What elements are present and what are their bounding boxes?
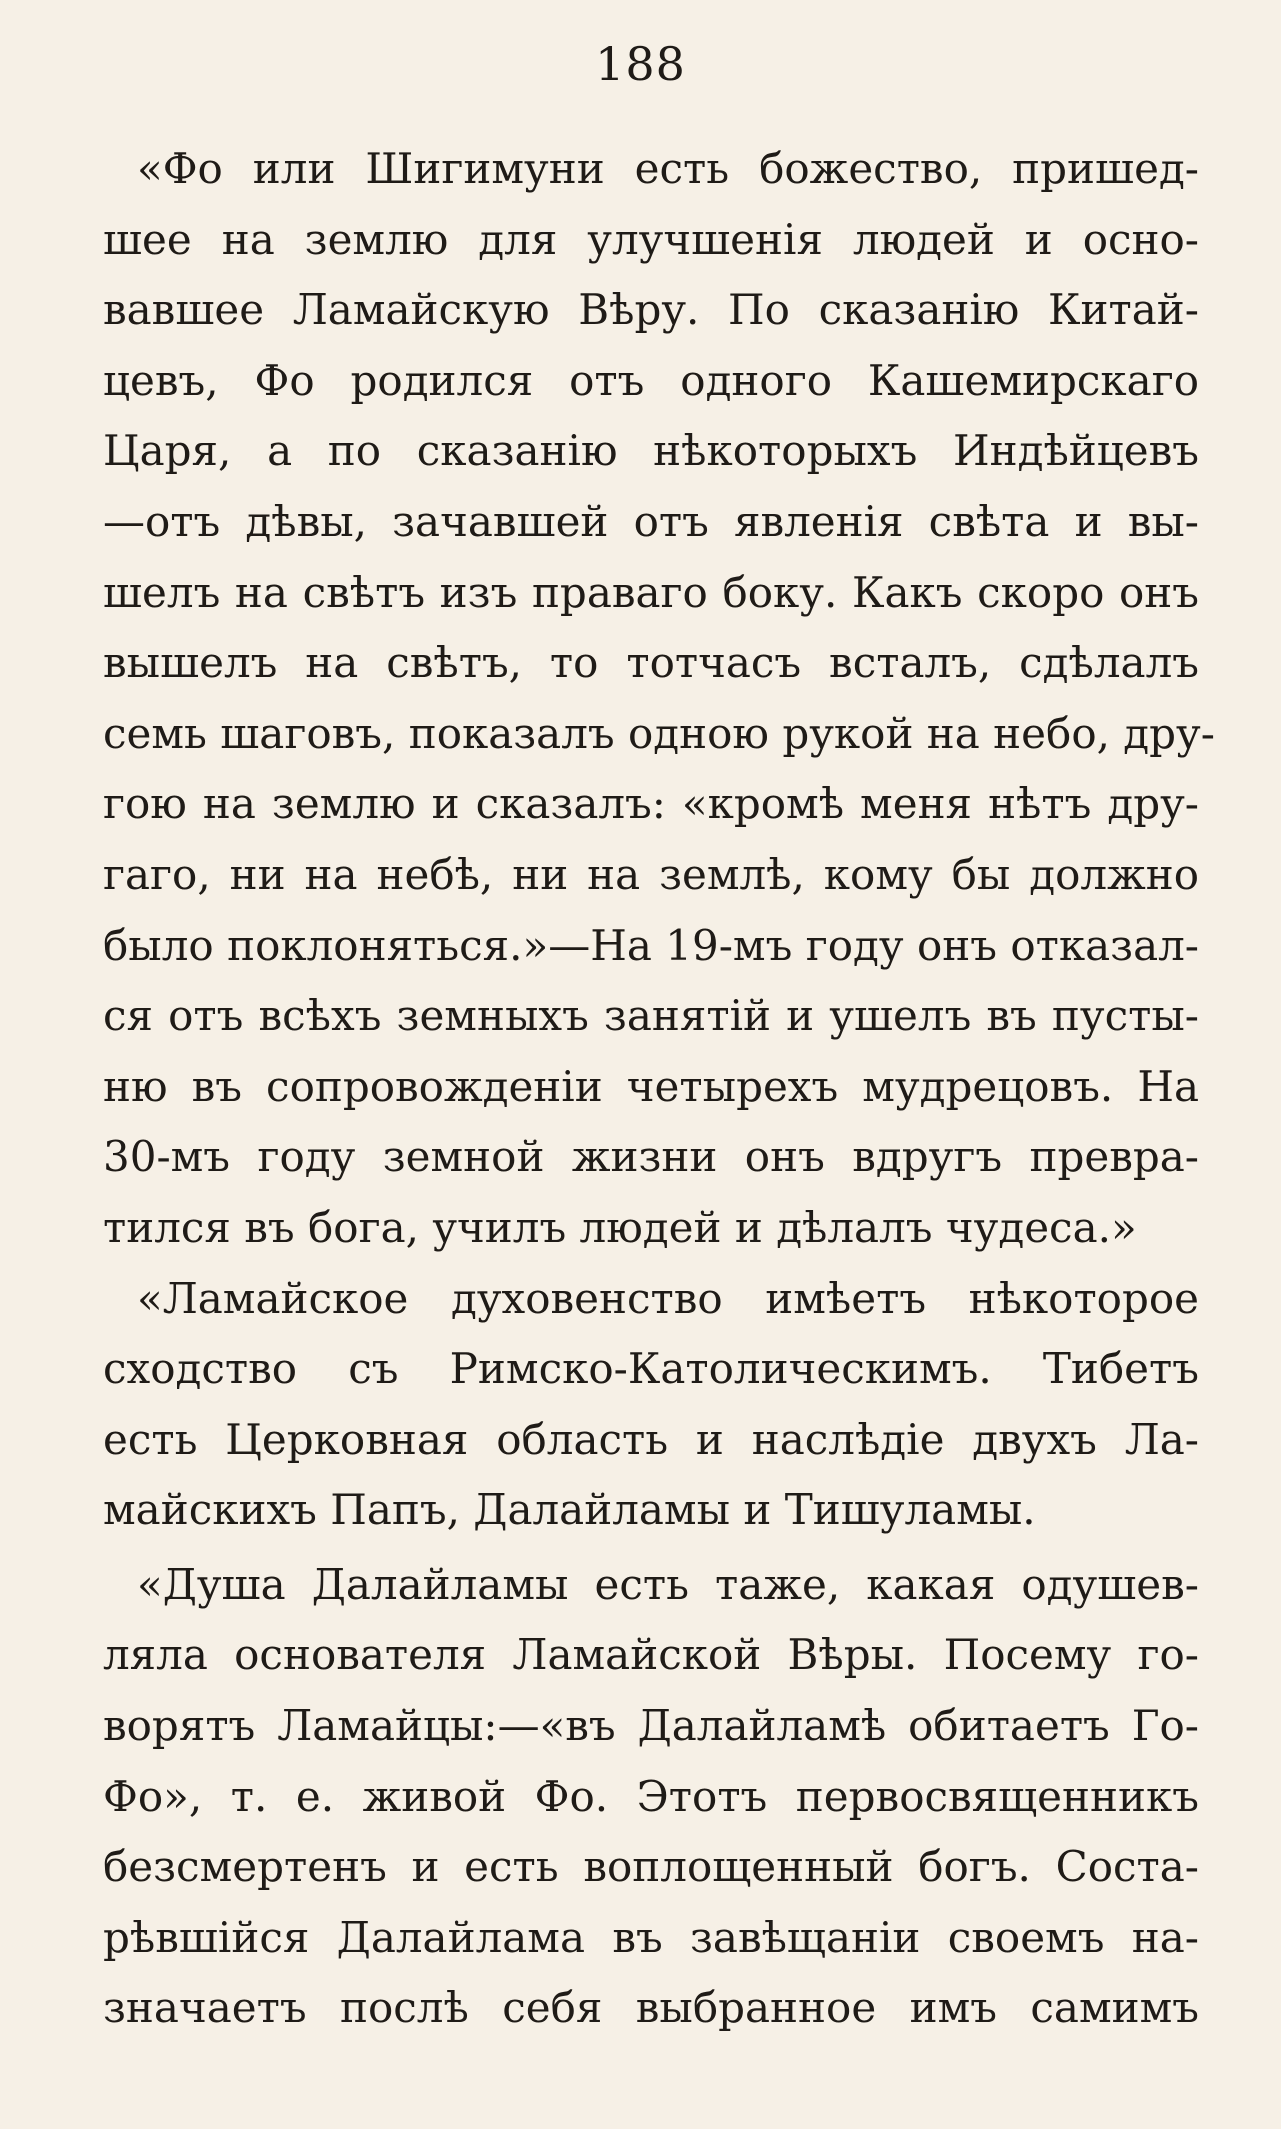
- text-line: «Душа Далайламы есть таже, какая одушев-: [137, 1559, 1199, 1609]
- text-line: семь шаговъ, показалъ одною рукой на небо, дру-: [103, 708, 1215, 758]
- text-line: рѣвшійся Далайлама въ завѣщаніи своемъ на-: [103, 1912, 1199, 1962]
- body-text: [103, 134, 1215, 2044]
- text-line: значаетъ послѣ себя выбранное имъ самимъ: [103, 1983, 1199, 2033]
- page-number: 188: [595, 37, 686, 91]
- text-line: сходство съ Римско-Католическимъ. Тибетъ: [103, 1344, 1199, 1394]
- text-line: было поклоняться.»—На 19-мъ году онъ отказал-: [103, 920, 1199, 970]
- text-line: ворятъ Ламайцы:—«въ Далайламѣ обитаетъ Го-: [103, 1701, 1199, 1751]
- text-line: ся отъ всѣхъ земныхъ занятій и ушелъ въ пусты-: [103, 991, 1199, 1041]
- text-line: цевъ, Фо родился отъ одного Кашемирскаго: [103, 355, 1199, 405]
- text-line: гою на землю и сказалъ: «кромѣ меня нѣтъ дру-: [103, 779, 1199, 829]
- text-line: есть Церковная область и наслѣдіе двухъ Ла-: [103, 1414, 1199, 1464]
- text-line: майскихъ Папъ, Далайламы и Тишуламы.: [103, 1485, 1036, 1535]
- text-line: шелъ на свѣтъ изъ праваго боку. Какъ скоро онъ: [103, 567, 1199, 617]
- text-line: Царя, а по сказанію нѣкоторыхъ Индѣйцевъ: [103, 426, 1199, 476]
- text-line: шее на землю для улучшенія людей и осно-: [103, 214, 1199, 264]
- text-line: вышелъ на свѣтъ, то тотчасъ всталъ, сдѣлалъ: [103, 638, 1199, 688]
- text-line: «Ламайское духовенство имѣетъ нѣкоторое: [137, 1273, 1199, 1323]
- text-line: «Фо или Шигимуни есть божество, пришед-: [137, 144, 1199, 193]
- text-line: ню въ сопровожденіи четырехъ мудрецовъ. На: [103, 1061, 1199, 1111]
- text-line: безсмертенъ и есть воплощенный богъ. Соста-: [103, 1842, 1199, 1892]
- text-line: Фо», т. е. живой Фо. Этотъ первосвященникъ: [103, 1771, 1199, 1821]
- text-line: ляла основателя Ламайской Вѣры. Посему го-: [103, 1630, 1199, 1680]
- text-line: тился въ бога, училъ людей и дѣлалъ чудеса.»: [103, 1202, 1137, 1252]
- text-line: 30-мъ году земной жизни онъ вдругъ превра-: [103, 1132, 1199, 1182]
- text-line: гаго, ни на небѣ, ни на землѣ, кому бы должно: [103, 849, 1199, 899]
- text-line: —отъ дѣвы, зачавшей отъ явленія свѣта и вы-: [103, 496, 1199, 546]
- text-line: вавшее Ламайскую Вѣру. По сказанію Китай-: [103, 285, 1199, 335]
